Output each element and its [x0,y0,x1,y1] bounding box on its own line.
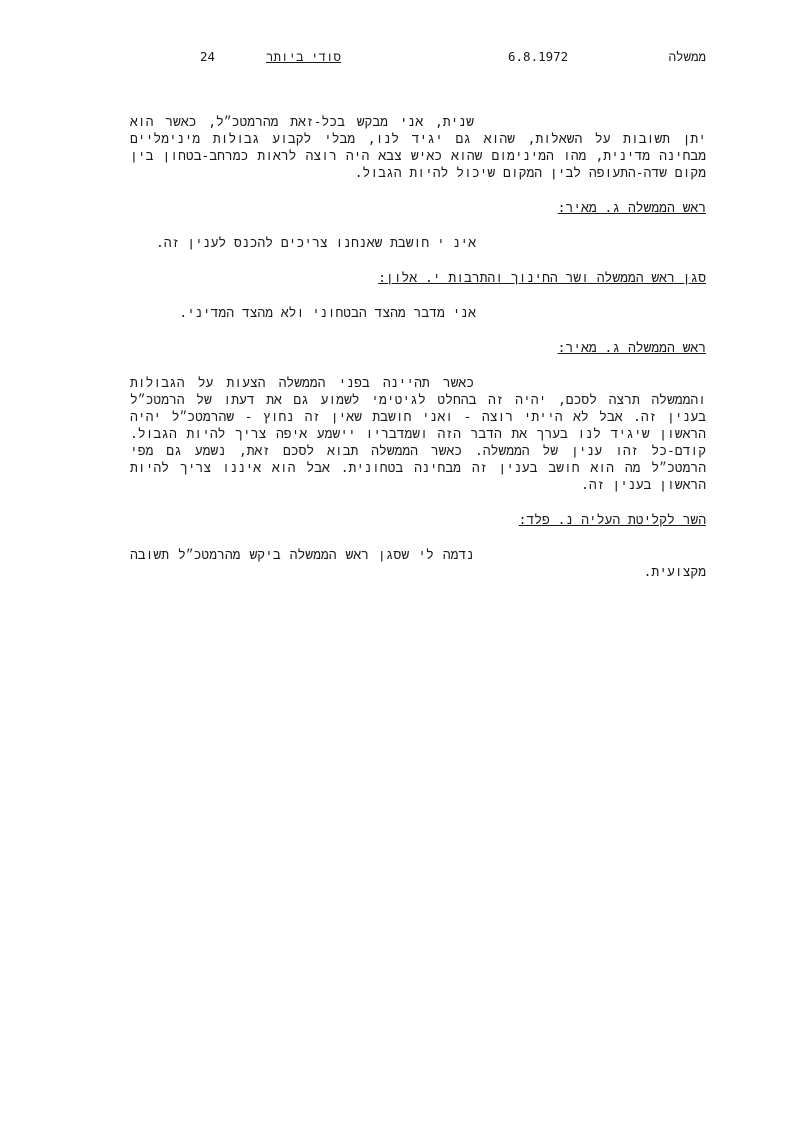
statement-prime-minister-2: כאשר תהיינה בפני הממשלה הצעות על הגבולות והממשלה תרצה לסכם, יהיה זה בהחלט לגיטימי לשמוע גם את דעתו של הרמטכ״ל בענין זה. אבל לא הייתי רוצה - ואני חושבת שאין זה נחוץ - שהרמטכ״ל יהיה הראשון שיגיד לנו בערך את הדבר הזה ושמדבריו יישמע איפה צריך להיות הגבול. קודם-כל זהו ענין של הממשלה. כאשר הממשלה תבוא לסכם זאת, נשמע גם מפי הרמטכ״ל מה הוא חושב בענין זה מבחינה בטחונית. אבל הוא איננו צריך להיות הראשון בענין זה. [130,376,706,493]
speaker-absorption-minister: השר לקליטת העליה נ. פלד: [518,513,706,528]
statement-deputy-prime-minister: אני מדבר מהצד הבטחוני ולא מהצד המדיני. [179,306,476,321]
document-body [130,114,706,581]
statement-prime-minister-1: אינ י חושבת שאנחנו צריכים להכנס לענין זה. [155,236,476,251]
document-date: 6.8.1972 [508,49,569,64]
page-number: 24 [200,49,216,64]
speaker-prime-minister: ראש הממשלה ג. מאיר: [557,201,706,216]
document-source: ממשלה [668,49,706,64]
classification-label: סודי ביותר [266,49,342,64]
speaker-prime-minister-2: ראש הממשלה ג. מאיר: [557,341,706,356]
speaker-deputy-prime-minister: סגן ראש הממשלה ושר החינוך והתרבות י. אלון: [378,271,706,286]
paragraph-1: שנית, אני מבקש בכל-זאת מהרמטכ״ל, כאשר הוא יתן תשובות על השאלות, שהוא גם יגיד לנו, מבלי לקבוע גבולות מינימליים מבחינה מדינית, מהו המינימום שהוא כאיש צבא היה רוצה לראות כמרחב-בטחון בין מקום שדה-התעופה לבין המקום שיכול להיות הגבול. [130,115,706,181]
statement-absorption-minister: נדמה לי שסגן ראש הממשלה ביקש מהרמטכ״ל תשובה מקצועית. [130,548,706,580]
